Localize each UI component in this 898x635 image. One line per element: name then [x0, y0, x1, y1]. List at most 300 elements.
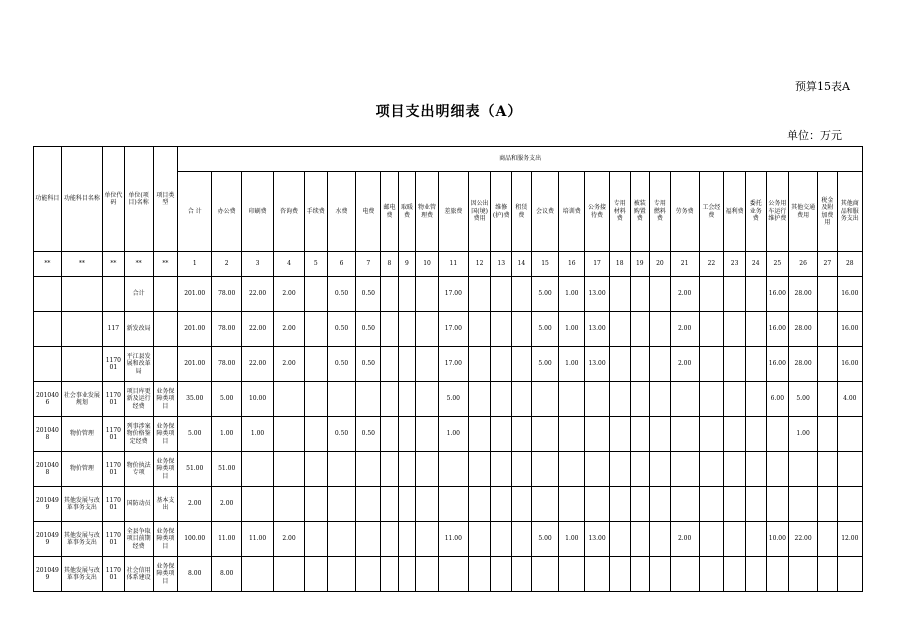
column-index-cell: 2 — [212, 252, 242, 277]
table-cell — [512, 347, 532, 382]
table-cell: 16.00 — [766, 347, 789, 382]
table-cell: 117001 — [103, 382, 125, 417]
table-cell — [274, 417, 305, 452]
table-row — [34, 347, 863, 382]
table-cell — [670, 452, 699, 487]
table-cell — [559, 487, 585, 522]
table-row — [34, 522, 863, 557]
table-cell: 13.00 — [585, 312, 610, 347]
table-cell: 1.00 — [242, 417, 274, 452]
header-cell: 取暖费 — [398, 172, 416, 252]
table-cell — [724, 557, 746, 592]
table-cell — [724, 312, 746, 347]
header-cell: 税金及附加费用 — [818, 172, 838, 252]
page-title: 项目支出明细表（A） — [375, 104, 523, 120]
table-row — [34, 277, 863, 312]
table-cell — [381, 277, 399, 312]
table-cell: 1.00 — [559, 312, 585, 347]
column-index-cell: 4 — [274, 252, 305, 277]
table-cell — [381, 347, 399, 382]
table-cell: 28.00 — [789, 347, 818, 382]
table-cell: 物价管理 — [61, 452, 102, 487]
column-index-cell: 1 — [178, 252, 212, 277]
table-cell: 业务保障类项目 — [153, 522, 178, 557]
table-cell — [745, 557, 766, 592]
table-cell — [818, 557, 838, 592]
header-cell: 公务用车运行维护费 — [766, 172, 789, 252]
table-cell — [304, 277, 327, 312]
table-cell — [745, 347, 766, 382]
table-cell: 基本支出 — [153, 487, 178, 522]
table-cell: 22.00 — [242, 312, 274, 347]
table-cell — [837, 557, 862, 592]
table-cell: 其他发展与改革事务支出 — [61, 487, 102, 522]
table-cell: 2.00 — [670, 277, 699, 312]
table-cell: 平江县发展和改革局 — [124, 347, 153, 382]
table-cell — [381, 452, 399, 487]
table-cell: 8.00 — [212, 557, 242, 592]
table-cell: 51.00 — [212, 452, 242, 487]
table-cell — [398, 382, 416, 417]
table-cell: 17.00 — [438, 312, 468, 347]
table-cell: 列事涉案物价格鉴定经费 — [124, 417, 153, 452]
table-cell — [512, 382, 532, 417]
column-index-cell: 22 — [699, 252, 724, 277]
table-cell — [356, 382, 381, 417]
table-cell — [650, 417, 671, 452]
table-cell: 13.00 — [585, 277, 610, 312]
table-cell — [304, 347, 327, 382]
table-cell — [491, 312, 512, 347]
table-cell — [745, 487, 766, 522]
table-cell — [609, 452, 630, 487]
table-cell — [609, 557, 630, 592]
table-cell — [818, 487, 838, 522]
table-cell — [381, 312, 399, 347]
table-cell: 社会信用体系建设 — [124, 557, 153, 592]
table-cell — [327, 522, 356, 557]
header-cell: 单位(项目)名称 — [124, 147, 153, 252]
table-cell — [398, 417, 416, 452]
table-cell: 117001 — [103, 417, 125, 452]
table-cell — [699, 382, 724, 417]
table-cell: 物价执法专项 — [124, 452, 153, 487]
table-cell — [491, 452, 512, 487]
table-cell: 28.00 — [789, 312, 818, 347]
table-cell — [531, 487, 559, 522]
table-cell — [745, 522, 766, 557]
table-cell: 117001 — [103, 557, 125, 592]
table-cell — [512, 557, 532, 592]
table-cell — [585, 557, 610, 592]
table-cell — [356, 522, 381, 557]
header-cell: 功能科目名称 — [61, 147, 102, 252]
header-cell: 邮电费 — [381, 172, 399, 252]
table-cell — [724, 417, 746, 452]
table-cell: 0.50 — [356, 347, 381, 382]
table-cell: 业务保障类项目 — [153, 382, 178, 417]
column-index-cell: ** — [153, 252, 178, 277]
table-cell — [468, 347, 491, 382]
table-cell — [274, 557, 305, 592]
table-cell: 10.00 — [766, 522, 789, 557]
table-cell — [274, 487, 305, 522]
table-cell — [416, 452, 439, 487]
header-cell: 其他交通费用 — [789, 172, 818, 252]
table-cell: 物价管理 — [61, 417, 102, 452]
table-cell — [512, 312, 532, 347]
table-cell: 2.00 — [274, 277, 305, 312]
column-index-cell: 24 — [745, 252, 766, 277]
table-cell: 100.00 — [178, 522, 212, 557]
table-cell — [699, 522, 724, 557]
table-cell — [585, 382, 610, 417]
table-cell — [745, 382, 766, 417]
table-cell: 其他发展与改革事务支出 — [61, 522, 102, 557]
table-cell: 117 — [103, 312, 125, 347]
table-cell: 合计 — [124, 277, 153, 312]
table-cell — [381, 382, 399, 417]
header-cell: 单位代码 — [103, 147, 125, 252]
column-index-cell: ** — [124, 252, 153, 277]
table-cell — [381, 487, 399, 522]
table-cell — [416, 522, 439, 557]
table-cell: 4.00 — [837, 382, 862, 417]
table-cell: 201.00 — [178, 312, 212, 347]
table-cell — [398, 522, 416, 557]
table-cell — [818, 452, 838, 487]
table-cell — [304, 522, 327, 557]
table-cell: 业务保障类项目 — [153, 452, 178, 487]
table-cell — [491, 522, 512, 557]
table-cell — [559, 452, 585, 487]
column-index-cell: 6 — [327, 252, 356, 277]
table-cell: 全县争取项目前期经费 — [124, 522, 153, 557]
table-cell — [356, 452, 381, 487]
table-cell — [699, 347, 724, 382]
form-number: 预算15表A — [795, 80, 850, 93]
table-cell: 78.00 — [212, 312, 242, 347]
table-cell — [468, 417, 491, 452]
table-cell — [304, 312, 327, 347]
table-cell — [559, 417, 585, 452]
header-cell: 租赁费 — [512, 172, 532, 252]
header-cell: 其他商品和服务支出 — [837, 172, 862, 252]
table-cell — [512, 487, 532, 522]
table-cell: 117001 — [103, 452, 125, 487]
table-cell — [304, 417, 327, 452]
table-cell — [609, 382, 630, 417]
table-cell — [837, 487, 862, 522]
column-index-cell: 8 — [381, 252, 399, 277]
table-cell — [789, 487, 818, 522]
header-cell: 项目类型 — [153, 147, 178, 252]
table-row — [34, 557, 863, 592]
table-cell — [468, 277, 491, 312]
table-cell — [398, 487, 416, 522]
table-cell — [468, 557, 491, 592]
table-cell — [818, 312, 838, 347]
table-cell — [699, 277, 724, 312]
table-cell: 78.00 — [212, 277, 242, 312]
table-cell — [304, 382, 327, 417]
table-cell: 5.00 — [212, 382, 242, 417]
column-index-cell: 12 — [468, 252, 491, 277]
header-cell: 工会经费 — [699, 172, 724, 252]
column-index-cell: 11 — [438, 252, 468, 277]
table-cell — [34, 277, 62, 312]
table-cell — [630, 277, 650, 312]
table-cell — [153, 277, 178, 312]
table-cell: 社会事业发展规划 — [61, 382, 102, 417]
column-index-cell: 17 — [585, 252, 610, 277]
table-cell: 117001 — [103, 522, 125, 557]
table-cell — [630, 417, 650, 452]
table-cell — [609, 312, 630, 347]
table-cell — [61, 312, 102, 347]
table-cell — [650, 557, 671, 592]
table-cell — [818, 417, 838, 452]
table-cell: 17.00 — [438, 277, 468, 312]
table-cell — [438, 487, 468, 522]
column-index-cell: 21 — [670, 252, 699, 277]
table-cell — [416, 487, 439, 522]
header-cell: 公务接待费 — [585, 172, 610, 252]
table-cell — [837, 417, 862, 452]
table-cell — [304, 557, 327, 592]
table-cell — [153, 347, 178, 382]
table-cell: 13.00 — [585, 522, 610, 557]
table-cell — [327, 487, 356, 522]
table-cell — [650, 382, 671, 417]
table-row — [34, 452, 863, 487]
header-cell: 印刷费 — [242, 172, 274, 252]
table-cell: 1.00 — [789, 417, 818, 452]
table-cell — [153, 312, 178, 347]
table-cell — [438, 452, 468, 487]
header-cell: 手续费 — [304, 172, 327, 252]
table-cell — [609, 522, 630, 557]
table-cell: 16.00 — [837, 347, 862, 382]
table-cell: 2010499 — [34, 522, 62, 557]
table-cell — [609, 487, 630, 522]
table-cell — [398, 312, 416, 347]
table-cell: 5.00 — [789, 382, 818, 417]
table-cell — [416, 382, 439, 417]
table-cell: 项目库更新及运行经费 — [124, 382, 153, 417]
table-cell — [327, 452, 356, 487]
table-cell: 35.00 — [178, 382, 212, 417]
table-cell — [512, 277, 532, 312]
table-cell — [416, 312, 439, 347]
table-cell — [274, 452, 305, 487]
header-cell: 会议费 — [531, 172, 559, 252]
column-index-cell: 16 — [559, 252, 585, 277]
table-cell — [650, 312, 671, 347]
table-cell — [724, 347, 746, 382]
table-cell — [837, 452, 862, 487]
table-cell — [61, 347, 102, 382]
table-cell — [670, 382, 699, 417]
table-cell — [650, 522, 671, 557]
table-cell: 2010499 — [34, 487, 62, 522]
expenditure-table — [33, 146, 863, 592]
column-index-cell: 28 — [837, 252, 862, 277]
table-cell — [34, 347, 62, 382]
table-cell — [531, 382, 559, 417]
table-cell — [356, 487, 381, 522]
table-cell — [766, 557, 789, 592]
table-cell — [818, 382, 838, 417]
table-cell — [818, 347, 838, 382]
table-cell: 新发改局 — [124, 312, 153, 347]
column-index-cell: ** — [34, 252, 62, 277]
table-cell: 2010408 — [34, 417, 62, 452]
table-cell — [491, 382, 512, 417]
table-cell: 13.00 — [585, 347, 610, 382]
table-cell — [327, 557, 356, 592]
table-cell — [531, 417, 559, 452]
table-cell — [468, 487, 491, 522]
table-cell — [585, 452, 610, 487]
table-cell — [699, 452, 724, 487]
table-cell: 11.00 — [212, 522, 242, 557]
table-cell — [381, 417, 399, 452]
table-cell — [670, 557, 699, 592]
table-cell — [630, 347, 650, 382]
table-cell — [438, 557, 468, 592]
column-index-cell: ** — [61, 252, 102, 277]
table-cell: 22.00 — [789, 522, 818, 557]
table-cell — [468, 312, 491, 347]
table-cell: 2.00 — [670, 522, 699, 557]
table-cell — [531, 452, 559, 487]
column-index-cell: 5 — [304, 252, 327, 277]
table-cell: 5.00 — [531, 347, 559, 382]
table-cell: 0.50 — [327, 347, 356, 382]
header-cell: 委托业务费 — [745, 172, 766, 252]
table-cell — [724, 277, 746, 312]
table-cell: 10.00 — [242, 382, 274, 417]
table-cell — [818, 277, 838, 312]
table-cell: 1.00 — [559, 347, 585, 382]
table-cell: 业务保障类项目 — [153, 417, 178, 452]
unit-label: 单位：万元 — [787, 129, 842, 142]
table-cell: 16.00 — [766, 277, 789, 312]
table-cell — [650, 277, 671, 312]
table-cell — [61, 277, 102, 312]
table-cell: 1.00 — [559, 522, 585, 557]
table-cell: 22.00 — [242, 347, 274, 382]
table-cell — [559, 382, 585, 417]
table-cell — [559, 557, 585, 592]
table-cell — [609, 417, 630, 452]
table-cell: 0.50 — [327, 417, 356, 452]
table-cell — [512, 417, 532, 452]
table-cell: 1.00 — [559, 277, 585, 312]
table-cell: 1.00 — [438, 417, 468, 452]
table-cell — [670, 487, 699, 522]
table-cell — [491, 417, 512, 452]
table-cell — [381, 522, 399, 557]
table-cell — [630, 487, 650, 522]
table-cell — [630, 557, 650, 592]
table-cell — [512, 522, 532, 557]
column-index-cell: 10 — [416, 252, 439, 277]
group-header: 商品和服务支出 — [178, 147, 863, 172]
table-cell — [724, 487, 746, 522]
header-cell: 水费 — [327, 172, 356, 252]
table-cell — [468, 452, 491, 487]
table-cell — [356, 557, 381, 592]
table-cell — [789, 557, 818, 592]
table-cell — [304, 452, 327, 487]
table-cell — [699, 487, 724, 522]
table-cell: 2010499 — [34, 557, 62, 592]
table-cell — [766, 417, 789, 452]
table-cell — [585, 487, 610, 522]
table-cell — [650, 487, 671, 522]
table-cell: 其他发展与改革事务支出 — [61, 557, 102, 592]
table-cell: 2.00 — [178, 487, 212, 522]
header-cell: 功能科目 — [34, 147, 62, 252]
table-cell: 117001 — [103, 487, 125, 522]
table-cell: 5.00 — [531, 277, 559, 312]
table-cell — [398, 347, 416, 382]
table-row — [34, 382, 863, 417]
table-cell: 5.00 — [178, 417, 212, 452]
table-cell: 6.00 — [766, 382, 789, 417]
header-cell: 办公费 — [212, 172, 242, 252]
header-cell: 物业管理费 — [416, 172, 439, 252]
table-cell: 201.00 — [178, 277, 212, 312]
table-cell — [242, 487, 274, 522]
table-cell — [416, 277, 439, 312]
table-cell — [398, 277, 416, 312]
table-cell: 0.50 — [356, 277, 381, 312]
table-cell — [650, 452, 671, 487]
column-index-cell: ** — [103, 252, 125, 277]
header-cell: 专用材料费 — [609, 172, 630, 252]
column-index-cell: 3 — [242, 252, 274, 277]
table-cell: 0.50 — [327, 312, 356, 347]
table-cell — [745, 452, 766, 487]
table-cell: 17.00 — [438, 347, 468, 382]
table-cell: 国防动员 — [124, 487, 153, 522]
table-cell — [34, 312, 62, 347]
table-cell — [242, 557, 274, 592]
table-cell: 16.00 — [766, 312, 789, 347]
column-index-cell: 13 — [491, 252, 512, 277]
table-cell — [630, 452, 650, 487]
column-index-cell: 20 — [650, 252, 671, 277]
column-index-cell: 15 — [531, 252, 559, 277]
table-cell: 2010408 — [34, 452, 62, 487]
table-cell: 0.50 — [356, 417, 381, 452]
header-cell: 维修(护)费 — [491, 172, 512, 252]
table-cell — [103, 277, 125, 312]
header-cell: 被装购置费 — [630, 172, 650, 252]
table-cell: 16.00 — [837, 312, 862, 347]
table-cell: 28.00 — [789, 277, 818, 312]
table-cell: 业务保障类项目 — [153, 557, 178, 592]
table-cell — [789, 452, 818, 487]
table-cell — [699, 417, 724, 452]
table-cell — [699, 557, 724, 592]
table-cell — [630, 382, 650, 417]
table-cell: 0.50 — [356, 312, 381, 347]
table-cell: 2.00 — [670, 347, 699, 382]
